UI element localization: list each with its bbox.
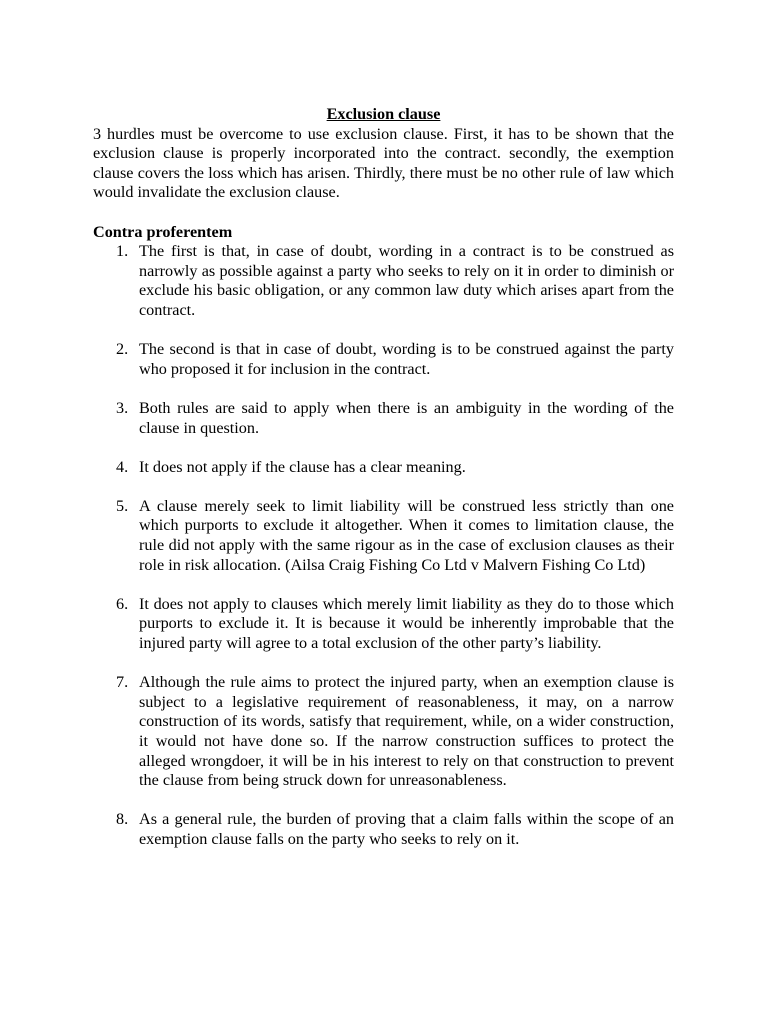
list-item-number: 7. — [116, 673, 129, 692]
list-item-text: It does not apply if the clause has a clear meaning. — [139, 457, 466, 476]
list-item-number: 8. — [116, 810, 129, 829]
list-item — [93, 673, 674, 791]
list-item-number: 4. — [116, 457, 129, 476]
list-item-number: 5. — [116, 496, 129, 515]
list-item — [93, 458, 674, 478]
document-body — [93, 105, 674, 869]
list-item-text: The first is that, in case of doubt, wording in a contract is to be construed as narrowly as possible against a party who seeks to rely on it in order to diminish or exclude his basic obligation, or any common law duty which arises apart from the contract. — [139, 242, 674, 319]
list-item-text: A clause merely seek to limit liability will be construed less strictly than one which purports to exclude it altogether. When it comes to limitation clause, the rule did not apply with the same rigour as in the case of exclusion clauses as their role in risk allocation. (Ailsa Craig Fishing Co Ltd v Malvern Fishing Co Ltd) — [139, 496, 674, 574]
section-heading: Contra proferentem — [93, 222, 233, 241]
rules-list — [93, 242, 674, 849]
list-item-number: 2. — [116, 340, 129, 359]
list-item-text: It does not apply to clauses which merely limit liability as they do to those which purports to exclude it. It is because it would be inherently improbable that the injured party will agree to a total exclusion of the other party’s liability. — [139, 594, 674, 653]
document-title: Exclusion clause — [326, 105, 441, 123]
paragraph-spacer — [93, 203, 674, 223]
list-item-number: 3. — [116, 398, 129, 417]
list-item-text: As a general rule, the burden of proving that a claim falls within the scope of an exemption clause falls on the party who seeks to rely on it. — [139, 810, 674, 848]
list-item — [93, 340, 674, 379]
list-item — [93, 810, 674, 849]
list-item — [93, 497, 674, 575]
list-item — [93, 595, 674, 654]
intro-paragraph: 3 hurdles must be overcome to use exclusion clause. First, it has to be shown that the exclusion clause is properly incorporated into the contract. secondly, the exemption clause covers the loss which has arisen. Thirdly, there must be no other rule of law which would invalidate the exclusion clause. — [93, 124, 674, 202]
list-item-number: 6. — [116, 594, 129, 613]
list-item — [93, 399, 674, 438]
list-item-text: Although the rule aims to protect the injured party, when an exemption clause is subject to a legislative requirement of reasonableness, it may, on a narrow construction of its words, satisfy that requirement, while, on a wider construction, it would not have done so. If the narrow construction suffices to protect the alleged wrongdoer, it will be in his interest to rely on that construction to prevent the clause from being struck down for unreasonableness. — [139, 673, 674, 790]
list-item-number: 1. — [116, 242, 129, 261]
list-item-text: Both rules are said to apply when there is an ambiguity in the wording of the clause in question. — [139, 398, 674, 437]
list-item-text: The second is that in case of doubt, wording is to be construed against the party who proposed it for inclusion in the contract. — [139, 340, 674, 378]
list-item — [93, 242, 674, 320]
